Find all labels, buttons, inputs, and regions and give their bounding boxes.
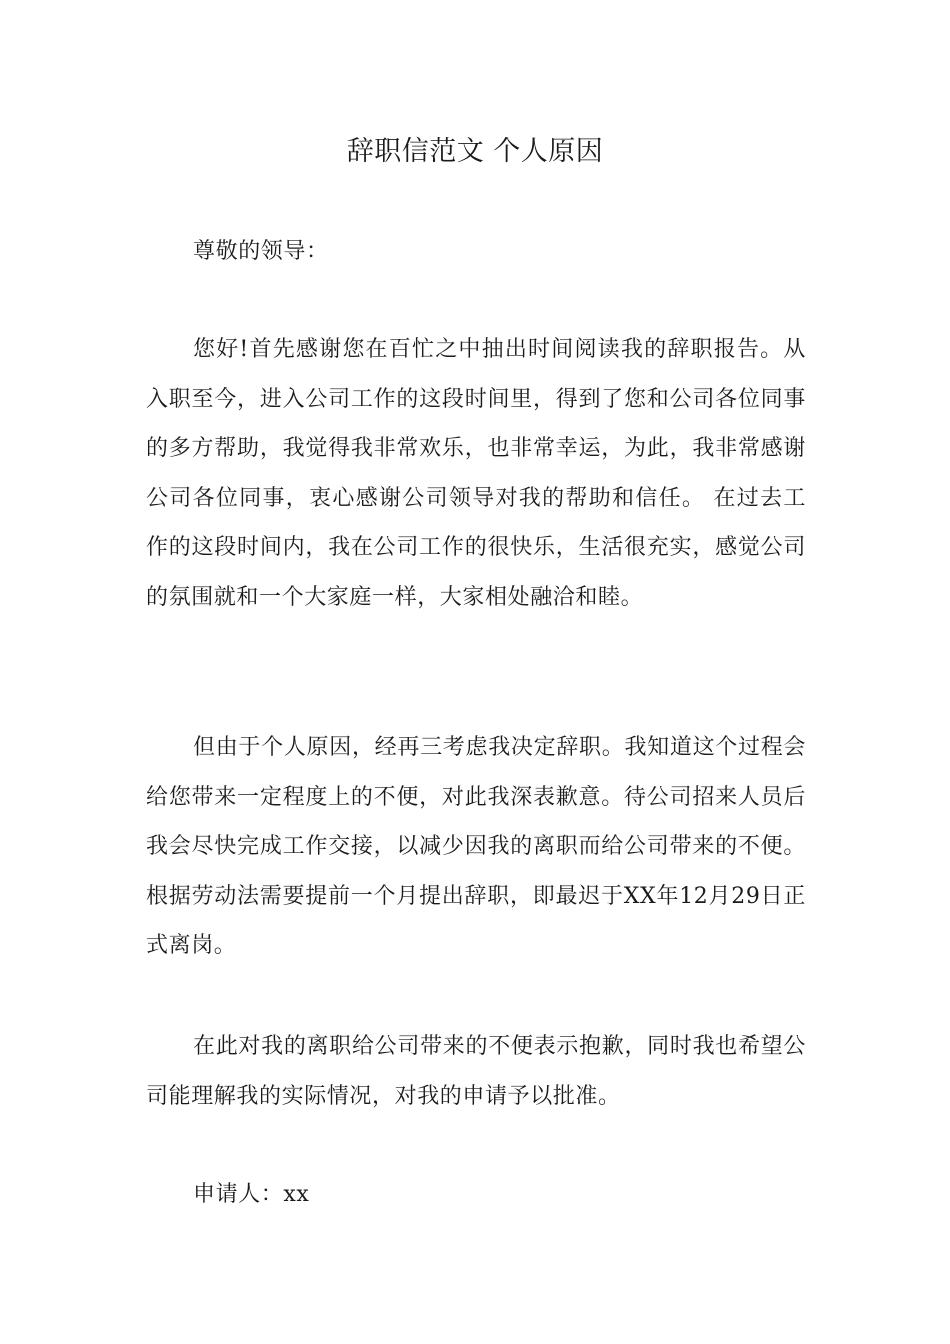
paragraph-3-text: 在此对我的离职给公司带来的不便表示抱歉，同时我也希望公司能理解我的实际情况，对我的申请予以批准。 [146, 1034, 806, 1109]
salutation-text: 尊敬的领导： [193, 239, 329, 264]
document-title: 辞职信范文 个人原因 [346, 136, 604, 167]
paragraph-3 [146, 1022, 806, 1121]
paragraph-1-text: 您好!首先感谢您在百忙之中抽出时间阅读我的辞职报告。从入职至今，进入公司工作的这段时间里，得到了您和公司各位同事的多方帮助，我觉得我非常欢乐，也非常幸运，为此，我非常感谢公司各位同事，衷心感谢公司领导对我的帮助和信任。 在过去工作的这段时间内，我在公司工作的很快乐，生活很充实，感觉公司的氛围就和一个大家庭一样，大家相处融洽和睦。 [146, 337, 806, 610]
salutation [146, 227, 806, 277]
paragraph-2 [146, 723, 806, 971]
paragraph-1 [146, 325, 806, 622]
signature [146, 1170, 806, 1220]
paragraph-2-text: 但由于个人原因，经再三考虑我决定辞职。我知道这个过程会给您带来一定程度上的不便，对此我深表歉意。待公司招来人员后我会尽快完成工作交接，以减少因我的离职而给公司带来的不便。根据劳动法需要提前一个月提出辞职，即最迟于XX年12月29日正式离岗。 [146, 735, 806, 958]
signature-text: 申请人：xx [193, 1182, 310, 1207]
